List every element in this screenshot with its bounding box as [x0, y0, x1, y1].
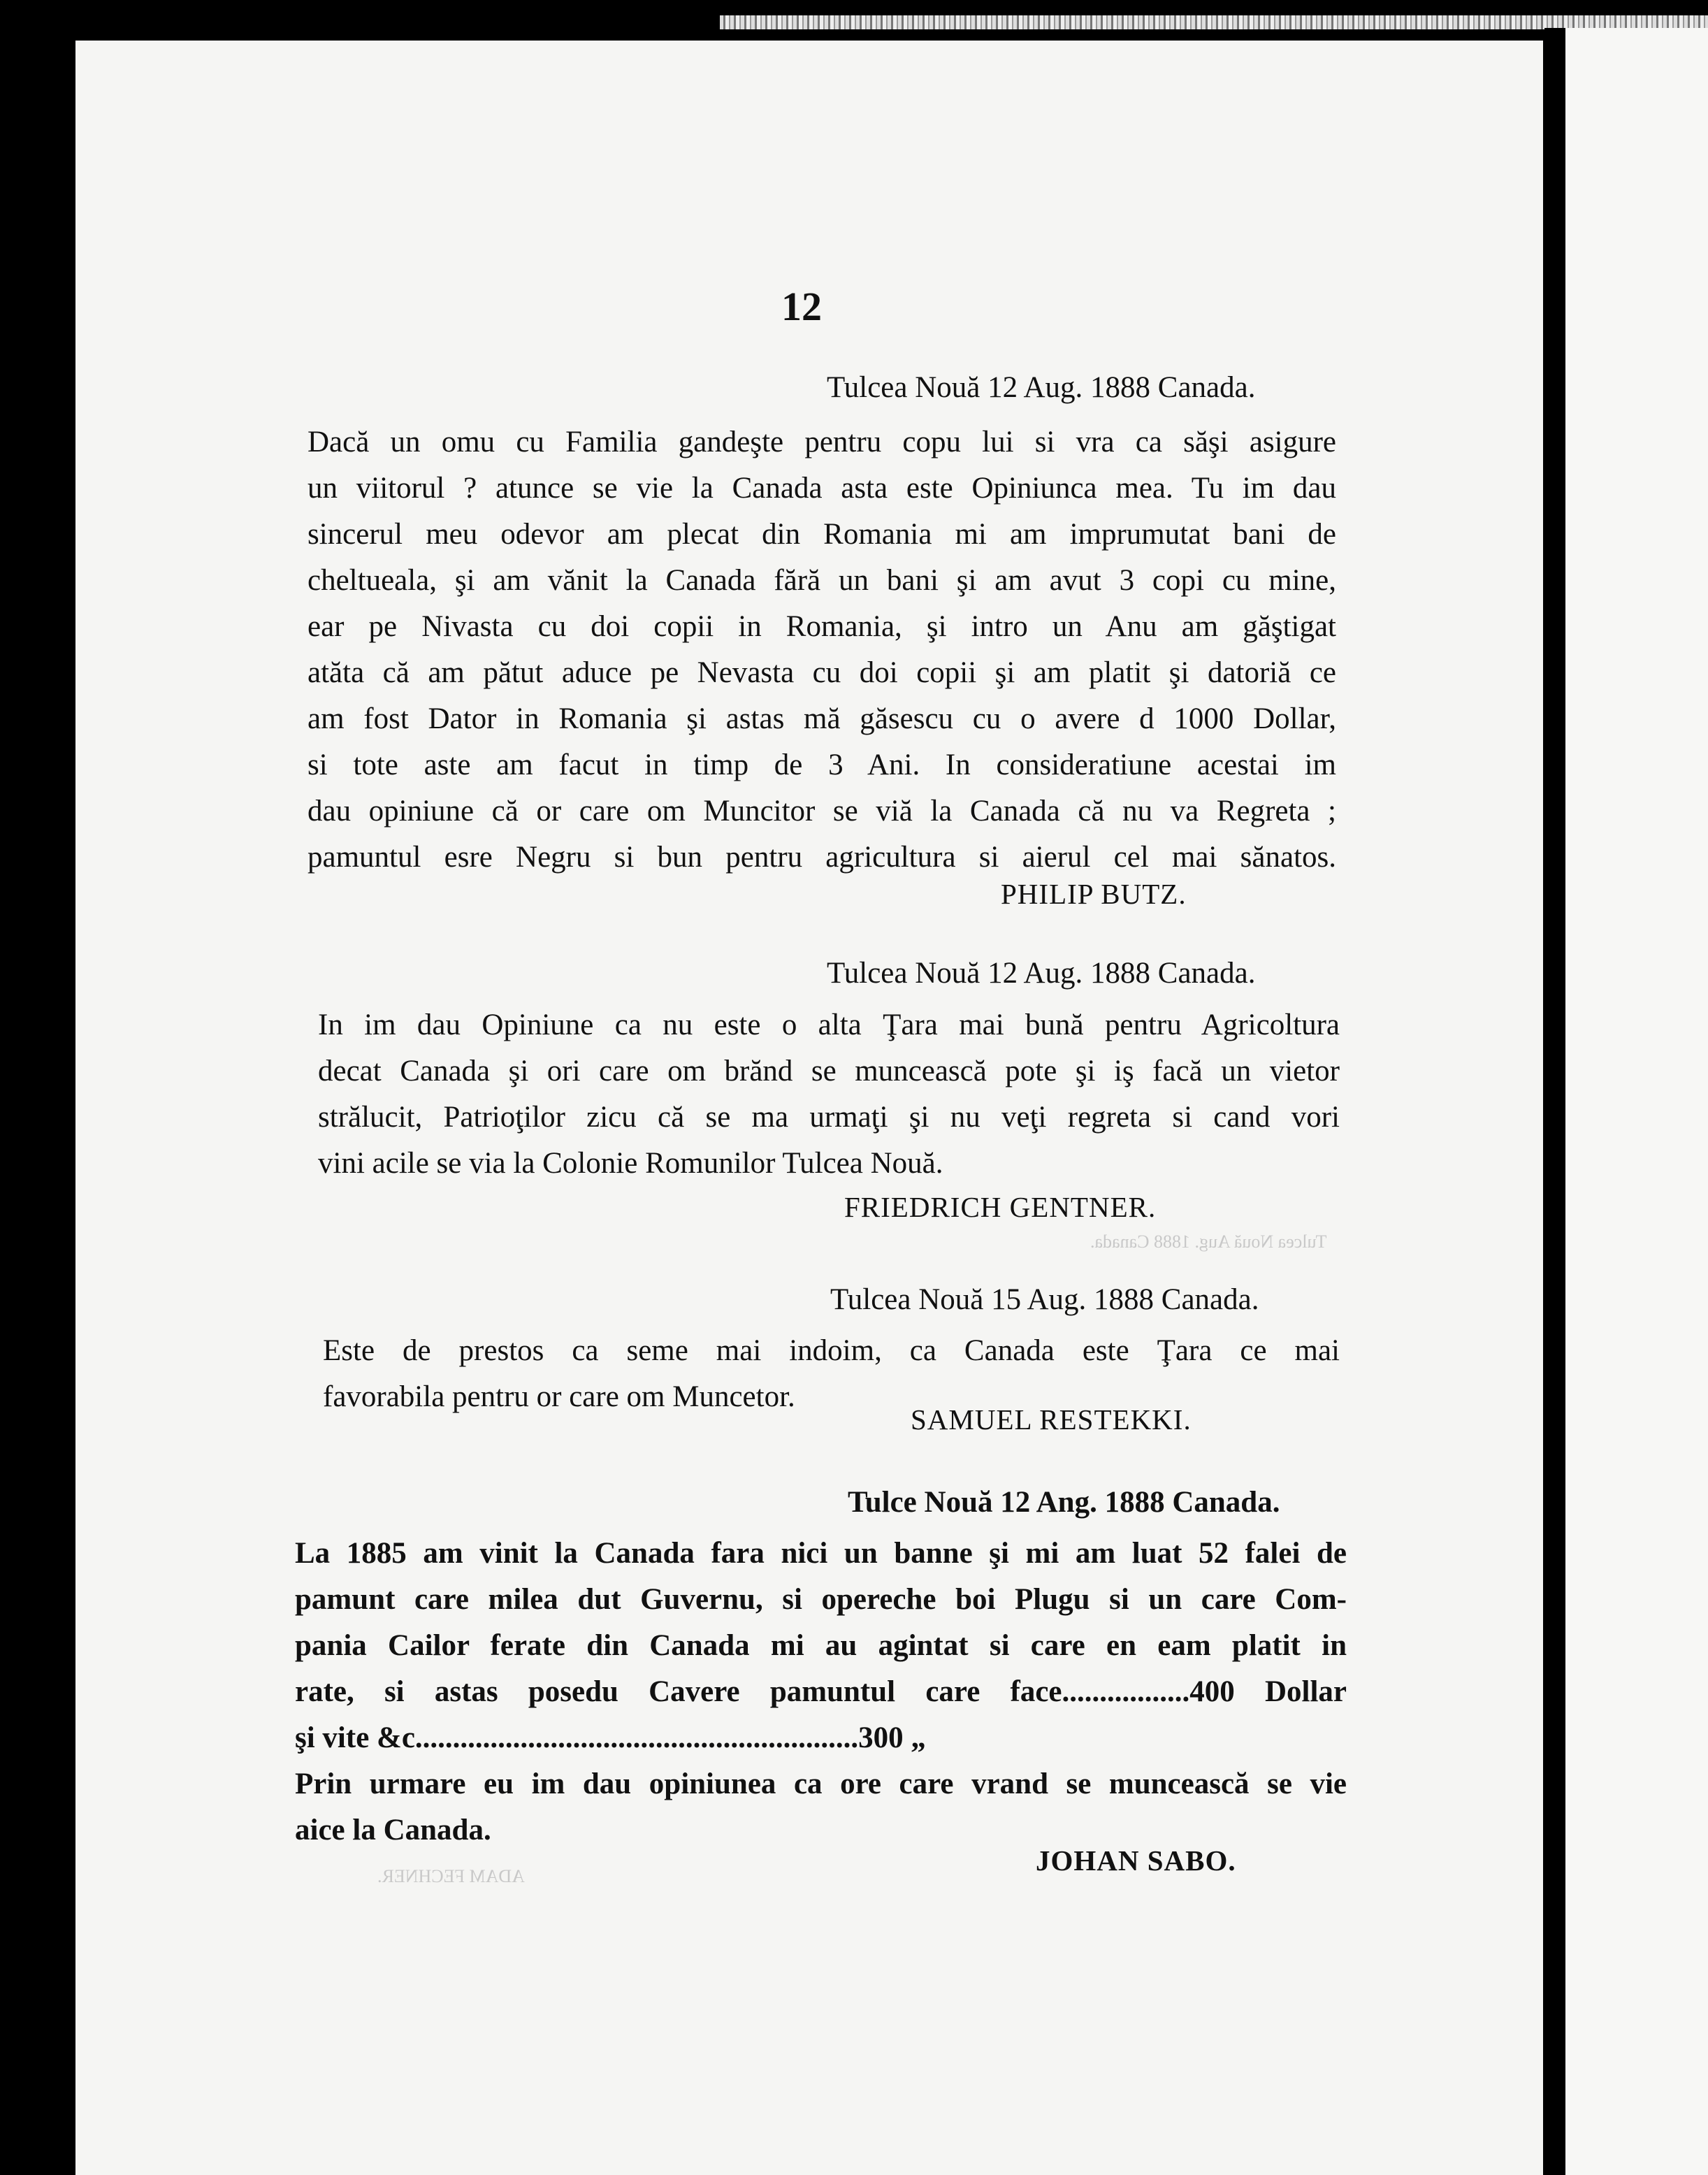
text-line: cheltueala, şi am vănit la Canada fără un bani şi am avut 3 copi cu mine,: [307, 564, 1336, 597]
text-line: Este de prestos ca seme mai indoim, ca Canada este Ţara ce mai: [323, 1334, 1340, 1367]
binding-shadow: [1544, 28, 1565, 2175]
letter-signature: PHILIP BUTZ.: [1001, 878, 1187, 910]
text-line: decat Canada şi ori care om brănd se muncească pote şi iş facă un vietor: [318, 1055, 1340, 1088]
letter-heading: Tulcea Nouă 12 Aug. 1888 Canada.: [827, 957, 1256, 990]
text-line: rate, si astas posedu Cavere pamuntul care face.................400 Dollar: [295, 1675, 1347, 1708]
text-line: La 1885 am vinit la Canada fara nici un banne şi mi am luat 52 falei de: [295, 1537, 1347, 1570]
text-line: atăta că am pătut aduce pe Nevasta cu doi copii şi am platit şi datoriă ce: [307, 656, 1336, 689]
text-line: am fost Dator in Romania şi astas mă găsescu cu o avere d 1000 Dollar,: [307, 702, 1336, 735]
text-line: strălucit, Patrioţilor zicu că se ma urmaţi şi nu veţi regreta si cand vori: [318, 1101, 1340, 1134]
letter-signature: FRIEDRICH GENTNER.: [844, 1191, 1157, 1223]
text-line: pamuntul esre Negru si bun pentru agricultura si aierul cel mai sănatos.: [307, 841, 1336, 874]
bleed-through-text: ADAM FECHNER.: [377, 1866, 525, 1886]
letter-body: [295, 1531, 1347, 1854]
letter-heading: Tulcea Nouă 15 Aug. 1888 Canada.: [830, 1283, 1259, 1316]
text-line: Prin urmare eu im dau opiniunea ca ore care vrand se muncească se vie: [295, 1768, 1347, 1800]
text-line: dau opiniune că or care om Muncitor se viă la Canada că nu va Regreta ;: [307, 795, 1336, 828]
text-line: un viitorul ? atunce se vie la Canada asta este Opiniunca mea. Tu im dau: [307, 472, 1336, 505]
letter-body: [318, 1002, 1340, 1187]
letter-signature: SAMUEL RESTEKKI.: [911, 1403, 1192, 1436]
text-line: ear pe Nivasta cu doi copii in Romania, şi intro un Anu am găştigat: [307, 610, 1336, 643]
text-line: sincerul meu odevor am plecat din Romania mi am imprumutat bani de: [307, 518, 1336, 551]
text-line: vini acile se via la Colonie Romunilor Tulcea Nouă.: [318, 1147, 943, 1180]
letter-heading: Tulce Nouă 12 Ang. 1888 Canada.: [848, 1486, 1280, 1519]
adjacent-page-edge: [1544, 28, 1708, 2175]
text-line: si tote aste am facut in timp de 3 Ani. In consideratiune acestai im: [307, 749, 1336, 781]
text-line: aice la Canada.: [295, 1814, 491, 1847]
letter-heading: Tulcea Nouă 12 Aug. 1888 Canada.: [827, 371, 1256, 404]
page-number: 12: [781, 284, 822, 329]
text-line: In im dau Opiniune ca nu este o alta Ţara mai bună pentru Agricoltura: [318, 1009, 1340, 1041]
page-top-edge: [720, 15, 1708, 29]
text-line: şi vite &c...........................................................300 „: [295, 1721, 926, 1754]
bleed-through-text: Tulcea Nouă Aug. 1888 Canada.: [1090, 1231, 1327, 1252]
text-line: favorabila pentru or care om Muncetor.: [323, 1380, 795, 1413]
letter-body: [307, 419, 1336, 881]
text-line: Dacă un omu cu Familia gandeşte pentru copu lui si vra ca săşi asigure: [307, 426, 1336, 458]
text-line: pamunt care milea dut Guvernu, si opereche boi Plugu si un care Com-: [295, 1583, 1347, 1616]
text-line: pania Cailor ferate din Canada mi au agintat si care en eam platit in: [295, 1629, 1347, 1662]
letter-signature: JOHAN SABO.: [1036, 1844, 1236, 1877]
